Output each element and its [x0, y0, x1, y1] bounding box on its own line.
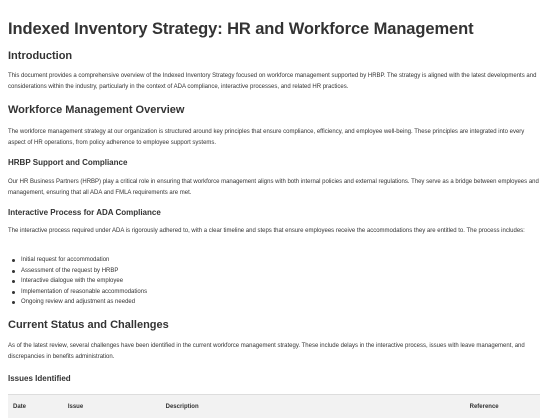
status-paragraph: As of the latest review, several challenges have been identified in the current workforce management strategy. These include delays in the interactive process, issues with leave management, and discrepancies in benefits administration.	[8, 341, 540, 363]
introduction-paragraph: This document provides a comprehensive overview of the Indexed Inventory Strategy focused on workforce management supported by HRBP. The strategy is aligned with the latest developments and considerations within the industry, particularly in the context of ADA compliance, interactive processes, and related HR practices.	[8, 71, 553, 93]
overview-paragraph: The workforce management strategy at our organization is structured around key principles that ensure compliance, efficiency, and employee well-being. These principles are integrated into every aspect of HR operations, from policy adherence to employee support systems.	[8, 127, 540, 149]
page-title: Indexed Inventory Strategy: HR and Workforce Management	[8, 20, 473, 39]
ada-heading: Interactive Process for ADA Compliance	[8, 208, 161, 217]
list-item: Ongoing review and adjustment as needed	[8, 297, 147, 308]
list-item: Initial request for accommodation	[8, 255, 147, 266]
column-header-issue: Issue	[63, 395, 161, 418]
issues-table	[8, 394, 540, 418]
table-header-row	[8, 395, 540, 418]
introduction-heading: Introduction	[8, 50, 72, 62]
column-header-description: Description	[161, 395, 465, 418]
list-item: Implementation of reasonable accommodations	[8, 287, 147, 298]
column-header-date: Date	[8, 395, 63, 418]
hrbp-heading: HRBP Support and Compliance	[8, 158, 127, 167]
ada-process-list	[8, 255, 147, 308]
list-item: Interactive dialogue with the employee	[8, 276, 147, 287]
issues-heading: Issues Identified	[8, 374, 71, 383]
ada-paragraph: The interactive process required under ADA is rigorously adhered to, with a clear timeline and steps that ensure employees receive the accommodations they are entitled to. The process includes:	[8, 226, 540, 237]
status-heading: Current Status and Challenges	[8, 319, 169, 331]
list-item: Assessment of the request by HRBP	[8, 266, 147, 277]
column-header-reference: Reference	[465, 395, 540, 418]
overview-heading: Workforce Management Overview	[8, 104, 184, 116]
hrbp-paragraph: Our HR Business Partners (HRBP) play a critical role in ensuring that workforce management aligns with both internal policies and external regulations. They serve as a bridge between employees and management, ensuring that all ADA and FMLA requirements are met.	[8, 177, 540, 199]
